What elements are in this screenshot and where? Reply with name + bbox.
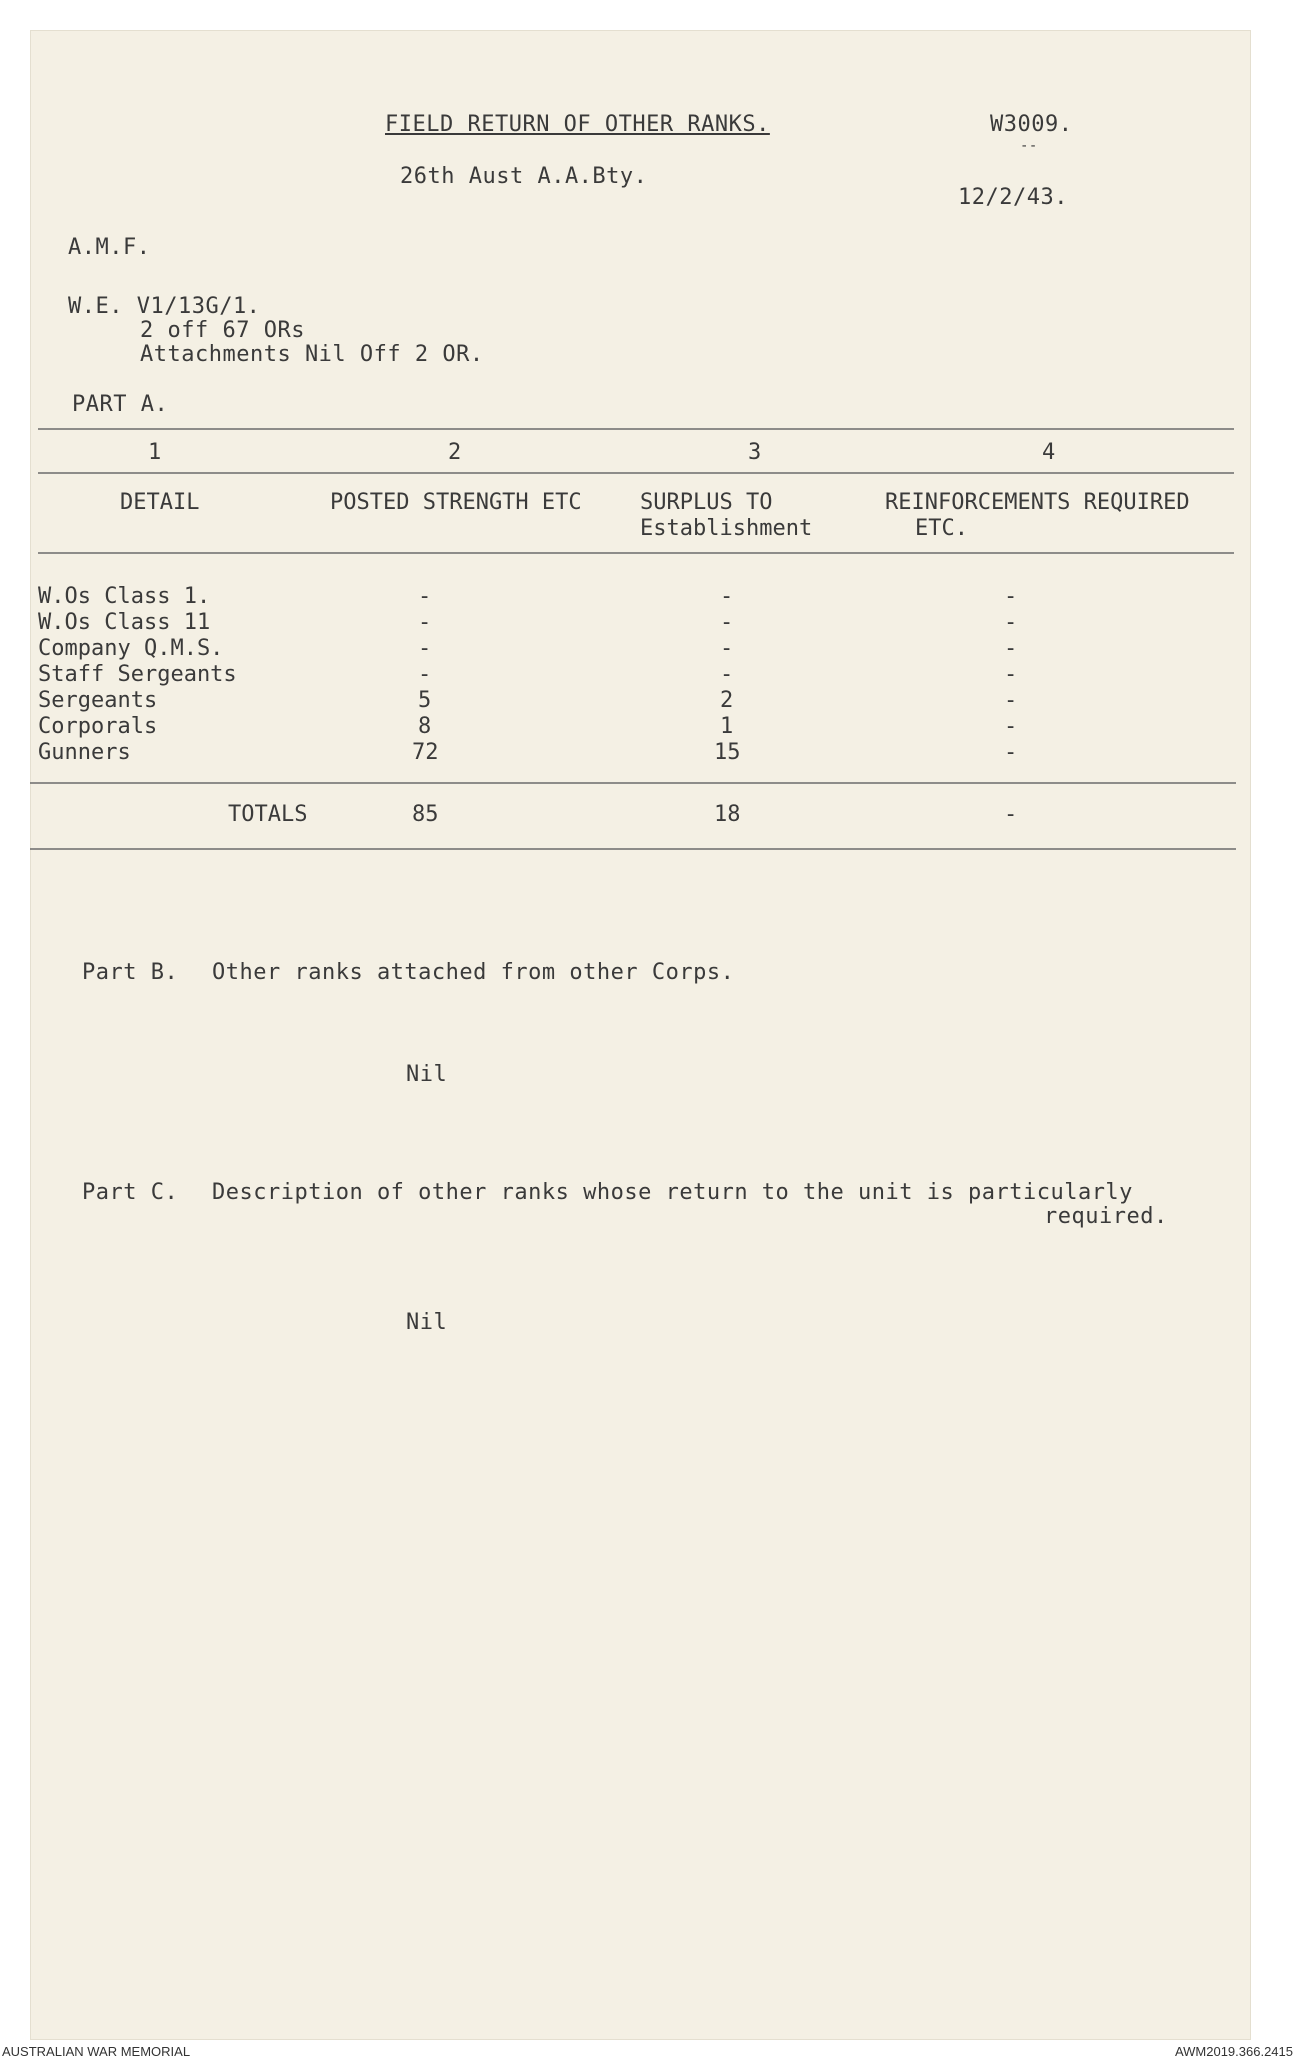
header-reinforcements-line2: ETC. — [915, 516, 968, 541]
row-reinforcements: - — [1004, 610, 1018, 635]
footer-institution: AUSTRALIAN WAR MEMORIAL — [2, 2044, 191, 2059]
row-detail: Corporals — [38, 714, 158, 739]
part-b-value: Nil — [406, 1062, 448, 1087]
row-reinforcements: - — [1004, 714, 1018, 739]
table-row — [30, 688, 1251, 714]
document-title: FIELD RETURN OF OTHER RANKS. — [385, 112, 770, 137]
table-row — [30, 636, 1251, 662]
footer-accession-number: AWM2019.366.2415 — [1174, 2044, 1293, 2059]
row-posted: - — [418, 662, 432, 687]
totals-surplus: 18 — [714, 802, 741, 827]
header-posted: POSTED STRENGTH ETC — [330, 490, 582, 515]
table-rule — [30, 782, 1236, 784]
unit-name: 26th Aust A.A.Bty. — [400, 164, 648, 189]
attachments-line: Attachments Nil Off 2 OR. — [140, 342, 484, 367]
row-posted: - — [418, 610, 432, 635]
column-number-1: 1 — [148, 440, 162, 465]
reference-mark: -- — [1020, 138, 1038, 154]
row-reinforcements: - — [1004, 584, 1018, 609]
reference-number: W3009. — [990, 112, 1073, 137]
table-rule — [38, 428, 1234, 430]
row-detail: Sergeants — [38, 688, 158, 713]
row-reinforcements: - — [1004, 636, 1018, 661]
row-surplus: 2 — [720, 688, 734, 713]
row-detail: Company Q.M.S. — [38, 636, 224, 661]
totals-reinforcements: - — [1004, 802, 1018, 827]
row-posted: 72 — [412, 740, 439, 765]
establishment-line: 2 off 67 ORs — [140, 318, 305, 343]
table-row — [30, 610, 1251, 636]
part-b-label: Part B. — [82, 960, 179, 985]
document-date: 12/2/43. — [958, 185, 1068, 210]
header-surplus-line2: Establishment — [640, 516, 813, 541]
table-rule — [38, 552, 1234, 554]
row-detail: W.Os Class 11 — [38, 610, 211, 635]
table-row — [30, 662, 1251, 688]
row-posted: - — [418, 636, 432, 661]
part-b-text: Other ranks attached from other Corps. — [212, 960, 735, 985]
column-number-4: 4 — [1042, 440, 1056, 465]
row-surplus: - — [720, 662, 734, 687]
part-c-value: Nil — [406, 1310, 448, 1335]
part-c-label: Part C. — [82, 1180, 179, 1205]
row-reinforcements: - — [1004, 740, 1018, 765]
row-reinforcements: - — [1004, 688, 1018, 713]
row-surplus: - — [720, 636, 734, 661]
header-reinforcements-line1: REINFORCEMENTS REQUIRED — [885, 490, 1190, 515]
table-row — [30, 714, 1251, 740]
table-row — [30, 740, 1251, 766]
column-number-3: 3 — [748, 440, 762, 465]
we-reference: W.E. V1/13G/1. — [68, 294, 261, 319]
column-number-2: 2 — [448, 440, 462, 465]
header-surplus-line1: SURPLUS TO — [640, 490, 773, 515]
table-row — [30, 584, 1251, 610]
force-label: A.M.F. — [68, 235, 151, 260]
row-surplus: - — [720, 584, 734, 609]
header-detail: DETAIL — [120, 490, 200, 515]
totals-row — [30, 802, 1251, 828]
document-sheet — [30, 30, 1251, 2040]
row-surplus: 1 — [720, 714, 734, 739]
part-c-text-line2: required. — [1044, 1204, 1168, 1229]
totals-posted: 85 — [412, 802, 439, 827]
row-surplus: - — [720, 610, 734, 635]
table-rule — [38, 472, 1234, 474]
totals-label: TOTALS — [228, 802, 308, 827]
row-detail: Staff Sergeants — [38, 662, 237, 687]
row-detail: Gunners — [38, 740, 131, 765]
row-detail: W.Os Class 1. — [38, 584, 211, 609]
row-posted: - — [418, 584, 432, 609]
part-a-label: PART A. — [72, 392, 169, 417]
row-posted: 5 — [418, 688, 432, 713]
table-rule — [30, 848, 1236, 850]
row-reinforcements: - — [1004, 662, 1018, 687]
part-c-text-line1: Description of other ranks whose return to the unit is particularly — [212, 1180, 1133, 1205]
row-posted: 8 — [418, 714, 432, 739]
row-surplus: 15 — [714, 740, 741, 765]
